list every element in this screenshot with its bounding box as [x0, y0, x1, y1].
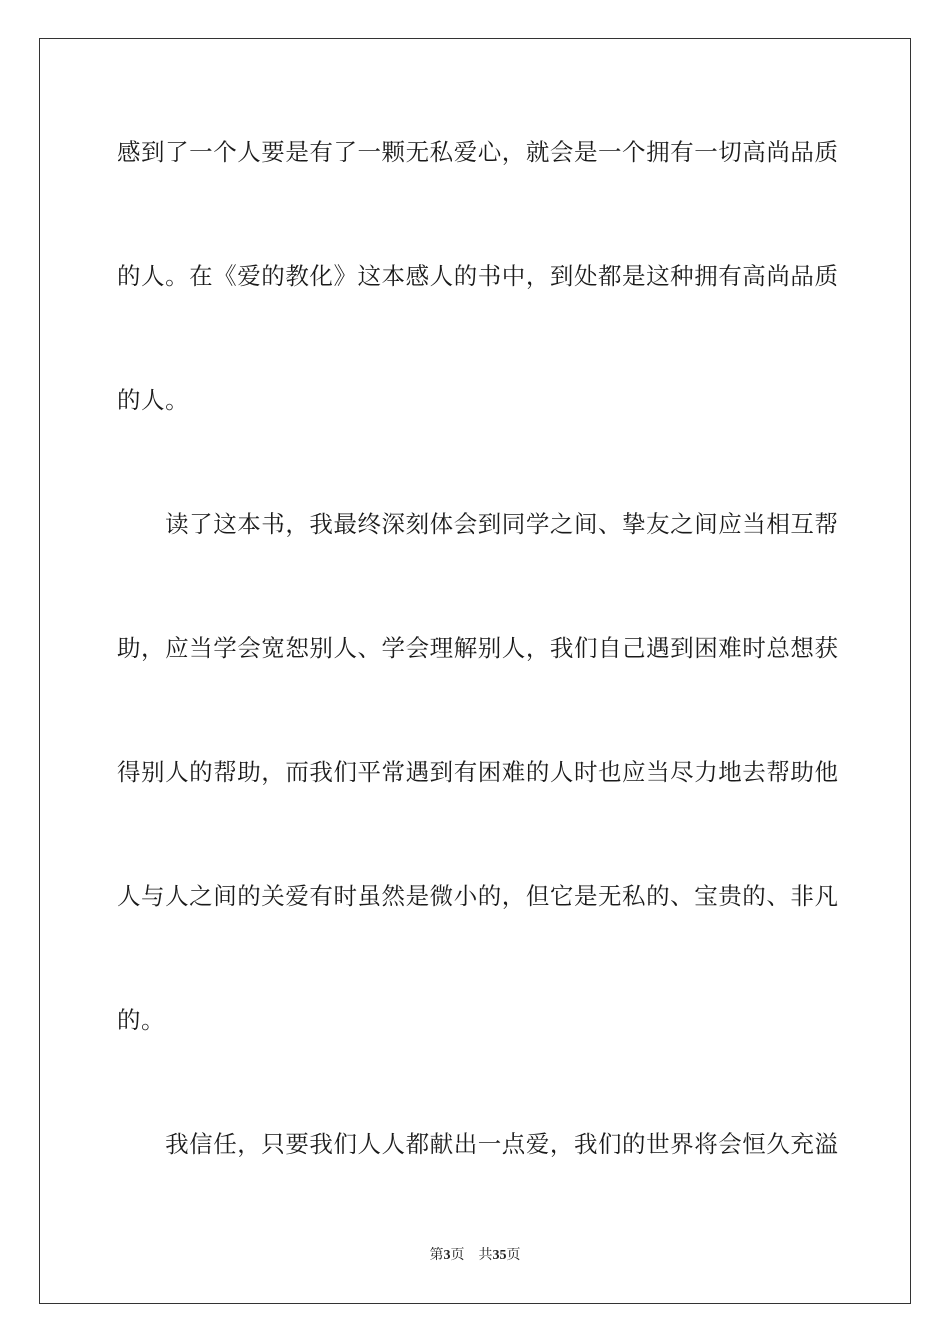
text-line-9: 我信任，只要我们人人都献出一点爱，我们的世界将会恒久充溢: [117, 1130, 839, 1158]
text-line-2: 的人。在《爱的教化》这本感人的书中，到处都是这种拥有高尚品质: [117, 262, 839, 290]
text-line-5: 助，应当学会宽恕别人、学会理解别人，我们自己遇到困难时总想获: [117, 634, 839, 662]
footer-page-prefix: 第: [429, 1248, 444, 1263]
footer-total-prefix: 共: [478, 1248, 493, 1263]
page-footer: [0, 1246, 950, 1266]
text-line-3: 的人。: [117, 386, 190, 414]
text-line-7: 人与人之间的关爱有时虽然是微小的，但它是无私的、宝贵的、非凡: [117, 882, 839, 910]
footer-total-suffix: 页: [506, 1248, 521, 1263]
text-line-4: 读了这本书，我最终深刻体会到同学之间、挚友之间应当相互帮: [117, 510, 839, 538]
page-border: [39, 38, 911, 1304]
text-line-1: 感到了一个人要是有了一颗无私爱心，就会是一个拥有一切高尚品质: [117, 138, 839, 166]
text-line-8: 的。: [117, 1006, 166, 1034]
footer-total-pages: 35: [492, 1248, 507, 1263]
footer-current-page: 3: [443, 1248, 451, 1263]
footer-page-suffix: 页: [450, 1248, 465, 1263]
text-line-6: 得别人的帮助，而我们平常遇到有困难的人时也应当尽力地去帮助他: [117, 758, 839, 786]
